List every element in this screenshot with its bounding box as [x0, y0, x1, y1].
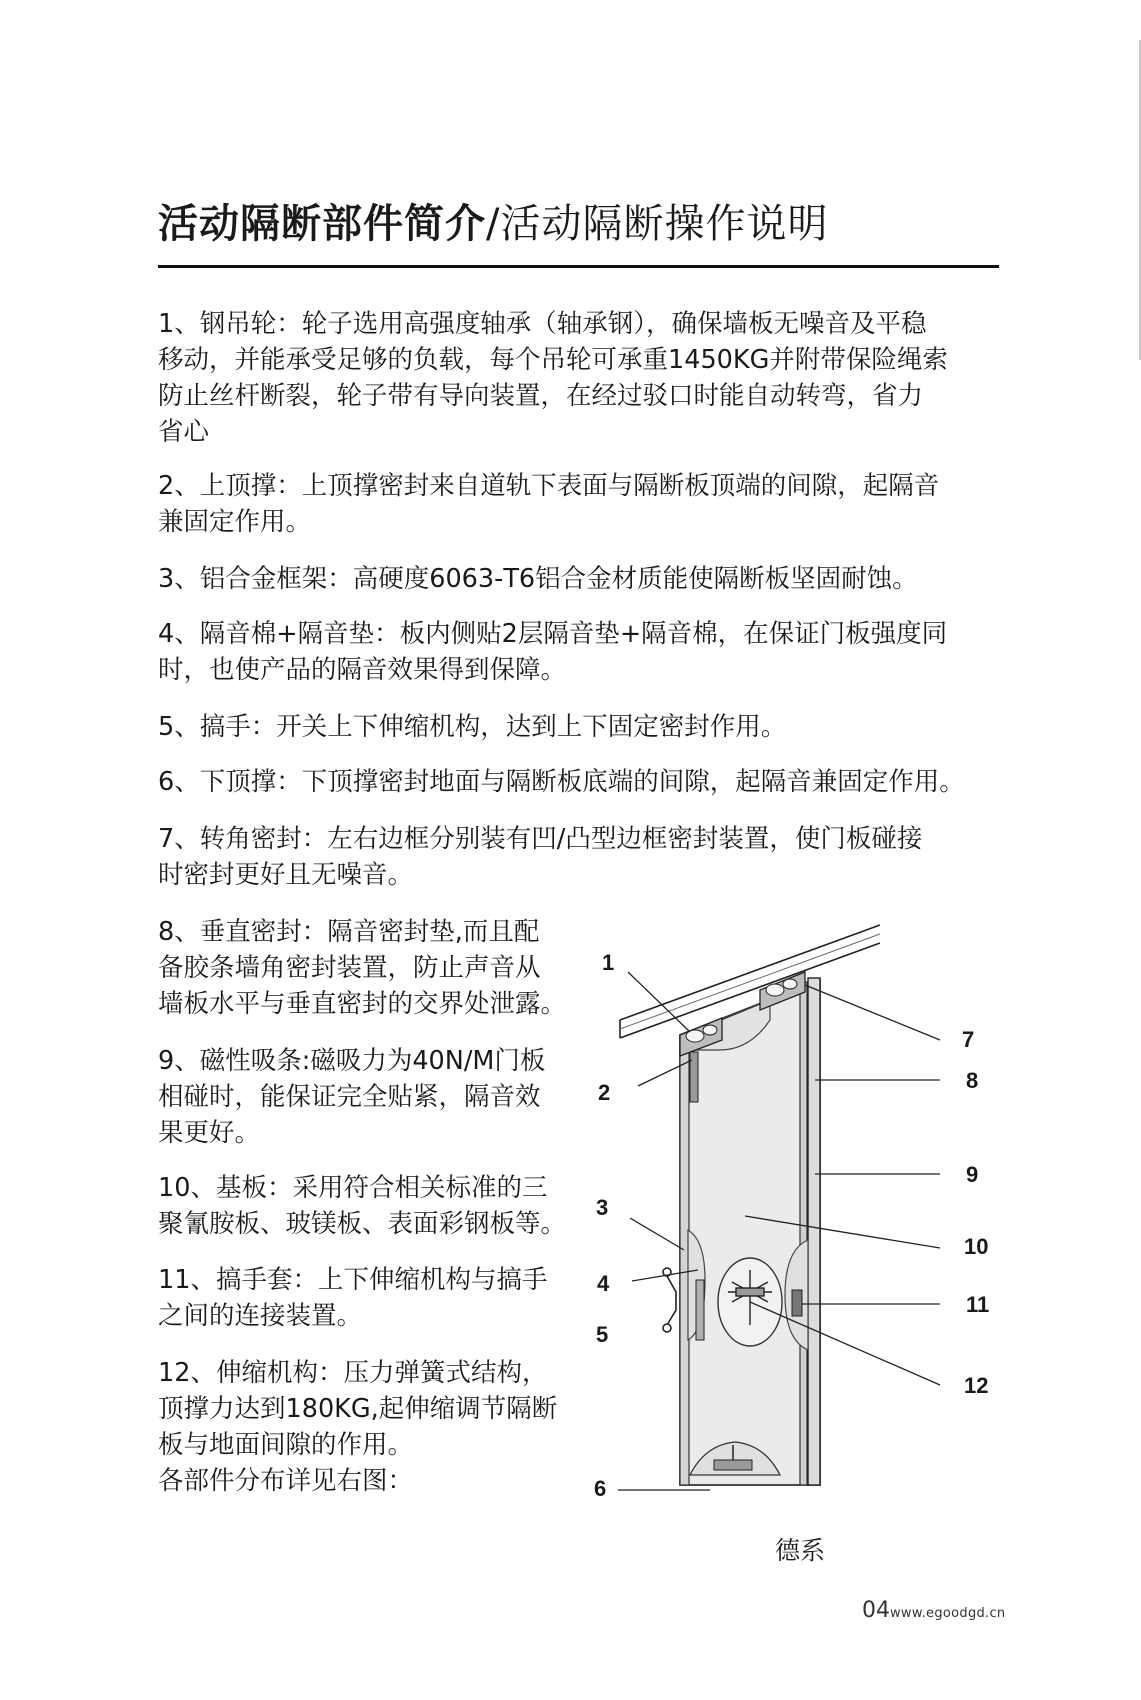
item-3-line: 3、铝合金框架：高硬度6063-T6铝合金材质能使隔断板坚固耐蚀。	[158, 564, 918, 594]
item-10-line: 聚氰胺板、玻镁板、表面彩钢板等。	[158, 1209, 567, 1239]
page-number: 04	[862, 1598, 890, 1623]
callout-11: 11	[966, 1292, 990, 1317]
item-11-line: 11、搞手套：上下伸缩机构与搞手	[158, 1265, 548, 1295]
callout-6: 6	[594, 1476, 607, 1501]
item-1-line: 省心	[158, 417, 210, 447]
item-10-line: 10、基板：采用符合相关标准的三	[158, 1173, 548, 1203]
item-9-line: 相碰时，能保证完全贴紧，隔音效	[158, 1082, 541, 1112]
callout-4: 4	[597, 1271, 610, 1296]
item-12-line: 顶撑力达到180KG,起伸缩调节隔断	[158, 1394, 558, 1424]
item-2-line: 兼固定作用。	[158, 507, 312, 537]
item-4-line: 时，也使产品的隔音效果得到保障。	[158, 655, 567, 685]
handle-sleeve	[792, 1290, 802, 1316]
item-12-line: 板与地面间隙的作用。	[158, 1430, 414, 1460]
item-6-line: 6、下顶撑：下顶撑密封地面与隔断板底端的间隙，起隔音兼固定作用。	[158, 767, 965, 797]
sound-insulation-strip	[696, 1280, 704, 1340]
item-8	[158, 914, 566, 1022]
bottom-prop	[714, 1460, 752, 1470]
item-1-line: 防止丝杆断裂，轮子带有导向装置，在经过驳口时能自动转弯，省力	[158, 381, 924, 411]
item-8-line: 8、垂直密封：隔音密封垫,而且配	[158, 917, 540, 947]
title-secondary: /活动隔断操作说明	[486, 201, 829, 247]
page-title	[158, 197, 828, 251]
item-9	[158, 1043, 545, 1151]
page-footer	[862, 1598, 1005, 1623]
item-1-line: 1、钢吊轮：轮子选用高强度轴承（轴承钢），确保墙板无噪音及平稳	[158, 309, 927, 339]
item-11-line: 之间的连接装置。	[158, 1301, 363, 1331]
item-2	[158, 468, 939, 540]
item-6	[158, 764, 965, 800]
title-underline	[158, 265, 999, 268]
item-7	[158, 821, 922, 893]
callout-3: 3	[596, 1195, 609, 1220]
partition-panel-diagram	[594, 930, 1030, 1530]
title-primary: 活动隔断部件简介	[158, 201, 486, 247]
item-12-line: 各部件分布详见右图：	[158, 1466, 414, 1496]
callout-10: 10	[964, 1234, 989, 1259]
item-1-line: 移动，并能承受足够的负载，每个吊轮可承重1450KG并附带保险绳索	[158, 345, 948, 375]
item-5	[158, 709, 786, 745]
figure-caption: 德系	[775, 1536, 826, 1565]
callout-5: 5	[596, 1322, 609, 1347]
item-9-line: 果更好。	[158, 1118, 261, 1148]
item-4-line: 4、隔音棉+隔音垫：板内侧贴2层隔音垫+隔音棉，在保证门板强度同	[158, 619, 948, 649]
item-7-line: 时密封更好且无噪音。	[158, 860, 414, 890]
item-3	[158, 561, 918, 597]
callout-9: 9	[966, 1162, 979, 1187]
item-9-line: 9、磁性吸条:磁吸力为40N/M门板	[158, 1046, 546, 1076]
callout-7: 7	[962, 1027, 975, 1052]
callout-12: 12	[964, 1373, 989, 1398]
callout-1: 1	[602, 950, 615, 975]
vertical-seal-frame	[800, 982, 807, 1485]
handle-part	[663, 1268, 676, 1332]
item-10	[158, 1170, 566, 1242]
website-url: www.egoodgd.cn	[890, 1606, 1006, 1621]
item-11	[158, 1262, 547, 1334]
side-frame-profile	[808, 978, 820, 1485]
callout-2: 2	[598, 1080, 611, 1105]
item-8-line: 墙板水平与垂直密封的交界处泄露。	[158, 989, 567, 1019]
callout-8: 8	[966, 1068, 979, 1093]
item-12	[158, 1355, 557, 1499]
item-1	[158, 306, 948, 450]
item-12-line: 12、伸缩机构：压力弹簧式结构，	[158, 1358, 548, 1388]
item-7-line: 7、转角密封：左右边框分别装有凹/凸型边框密封装置，使门板碰接	[158, 824, 923, 854]
item-2-line: 2、上顶撑：上顶撑密封来自道轨下表面与隔断板顶端的间隙，起隔音	[158, 471, 940, 501]
item-5-line: 5、搞手：开关上下伸缩机构，达到上下固定密封作用。	[158, 712, 787, 742]
top-prop	[690, 1052, 698, 1102]
panel-body	[680, 980, 820, 1485]
item-4	[158, 616, 947, 688]
item-8-line: 备胶条墙角密封装置，防止声音从	[158, 953, 541, 983]
